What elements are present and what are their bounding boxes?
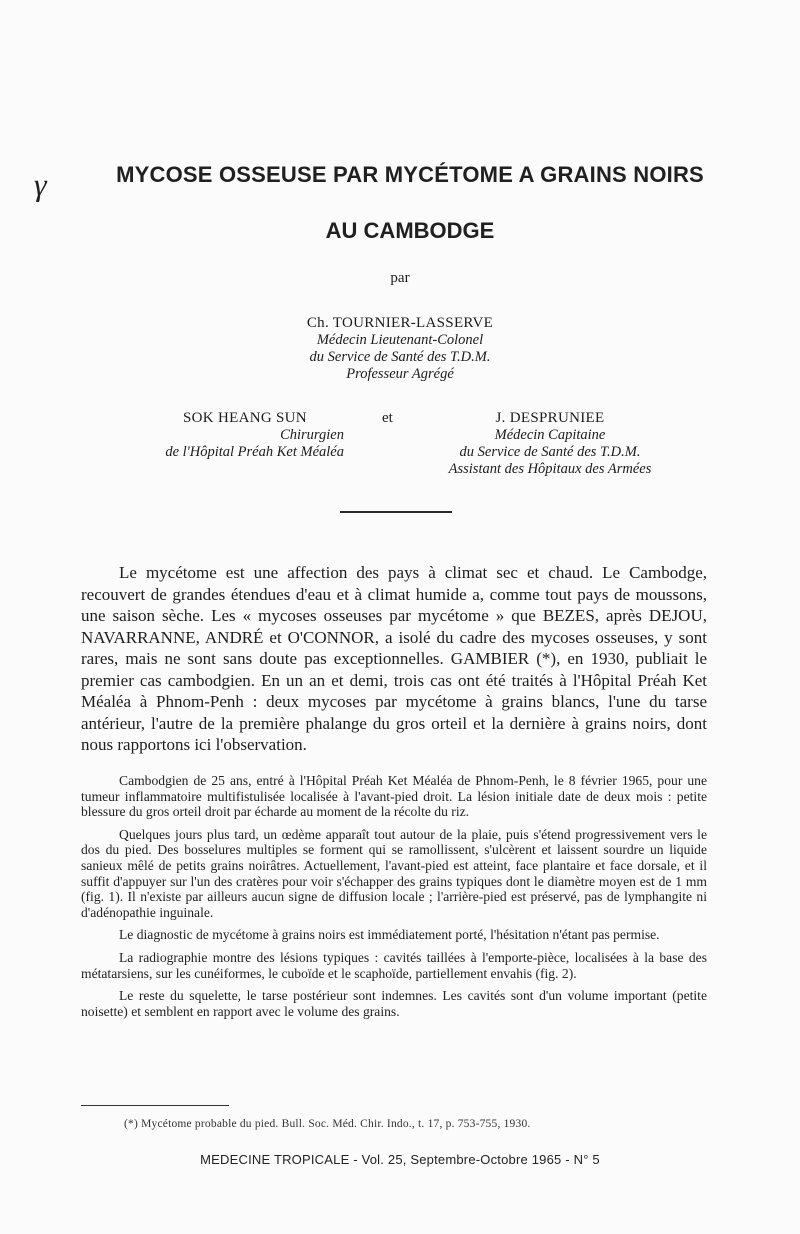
and-label: et [382,410,393,426]
author-affiliation: Assistant des Hôpitaux des Armées [448,461,652,477]
author-affiliation: de l'Hôpital Préah Ket Méaléa [165,444,344,460]
footnote: (*) Mycétome probable du pied. Bull. Soc. Méd. Chir. Indo., t. 17, p. 753-755, 1930. [124,1118,531,1130]
author-name: Ch. TOURNIER-LASSERVE [306,315,494,331]
handwritten-margin-mark: γ [34,166,47,202]
title-line-1: MYCOSE OSSEUSE PAR MYCÉTOME A GRAINS NOIRS [116,162,704,187]
author-block-right [420,410,680,478]
body-paragraph: Quelques jours plus tard, un œdème apparaît tout autour de la plaie, puis s'étend progressivement vers le dos du pied. Des bosselures multiples se forment qui se ramollissent, s'ulcèrent et laissent sourdre un liquide sanieux mêlé de petits grains noirâtres. Actuellement, l'avant-pied est atteint, face plantaire et face dorsale, et il suffit d'appuyer sur l'un des cratères pour voir s'échapper des grains typiques dont le diamètre moyen est de 1 mm (fig. 1). Il n'existe par ailleurs aucun signe de diffusion locale ; l'arrière-pied est préservé, pas de lymphangite ni d'adénopathie inguinale. [81,826,707,920]
author-name: J. DESPRUNIEE [495,410,605,426]
journal-footer: MEDECINE TROPICALE - Vol. 25, Septembre-Octobre 1965 - N° 5 [200,1152,600,1167]
author-affiliation: Chirurgien [280,427,344,443]
author-affiliation: Médecin Lieutenant-Colonel [316,332,484,348]
author-block-main [200,315,600,383]
section-divider [340,511,452,513]
case-report-body [81,773,707,1026]
body-paragraph: Le diagnostic de mycétome à grains noirs est immédiatement porté, l'hésitation n'étant pas permise. [119,927,660,943]
author-affiliation: du Service de Santé des T.D.M. [309,349,491,365]
by-label: par [390,270,410,286]
footnote-divider [81,1105,229,1106]
author-affiliation: Professeur Agrégé [346,366,454,382]
title-line-2: AU CAMBODGE [325,218,495,243]
body-paragraph: La radiographie montre des lésions typiques : cavités taillées à l'emporte-pièce, localisées à la base des métatarsiens, sur les cunéiformes, le cuboïde et le scaphoïde, partiellement envahis (fig. 2). [81,949,707,981]
introduction-paragraph: Le mycétome est une affection des pays à climat sec et chaud. Le Cambodge, recouvert de grandes étendues d'eau et à climat humide a, comme tout pays de moussons, une saison sèche. Les « mycoses osseuses par mycétome » que BEZES, après DEJOU, NAVARRANNE, ANDRÉ et O'CONNOR, a isolé du cadre des mycoses osseuses, y sont rares, mais ne sont sans doute pas exceptionnelles. GAMBIER (*), en 1930, publiait le premier cas cambodgien. En un an et demi, trois cas ont été traités à l'Hôpital Préah Ket Méaléa à Phnom-Penh : deux mycoses par mycétome à grains blancs, l'une du tarse antérieur, l'autre de la première phalange du gros orteil et la dernière à grains noirs, dont nous rapportons ici l'observation. [81,563,707,754]
author-name: SOK HEANG SUN [183,410,307,426]
author-affiliation: du Service de Santé des T.D.M. [459,444,641,460]
body-paragraph: Le reste du squelette, le tarse postérieur sont indemnes. Les cavités sont d'un volume important (petite noisette) et semblent en rapport avec le volume des grains. [81,988,707,1019]
author-block-left [120,410,370,461]
author-affiliation: Médecin Capitaine [494,427,606,443]
body-paragraph: Cambodgien de 25 ans, entré à l'Hôpital Préah Ket Méaléa de Phnom-Penh, le 8 février 1965, pour une tumeur inflammatoire multifistulisée localisée à l'avant-pied droit. La lésion initiale date de deux mois : petite blessure du gros orteil droit par écharde au moment de la récolte du riz. [81,773,707,820]
article-title [70,162,750,244]
